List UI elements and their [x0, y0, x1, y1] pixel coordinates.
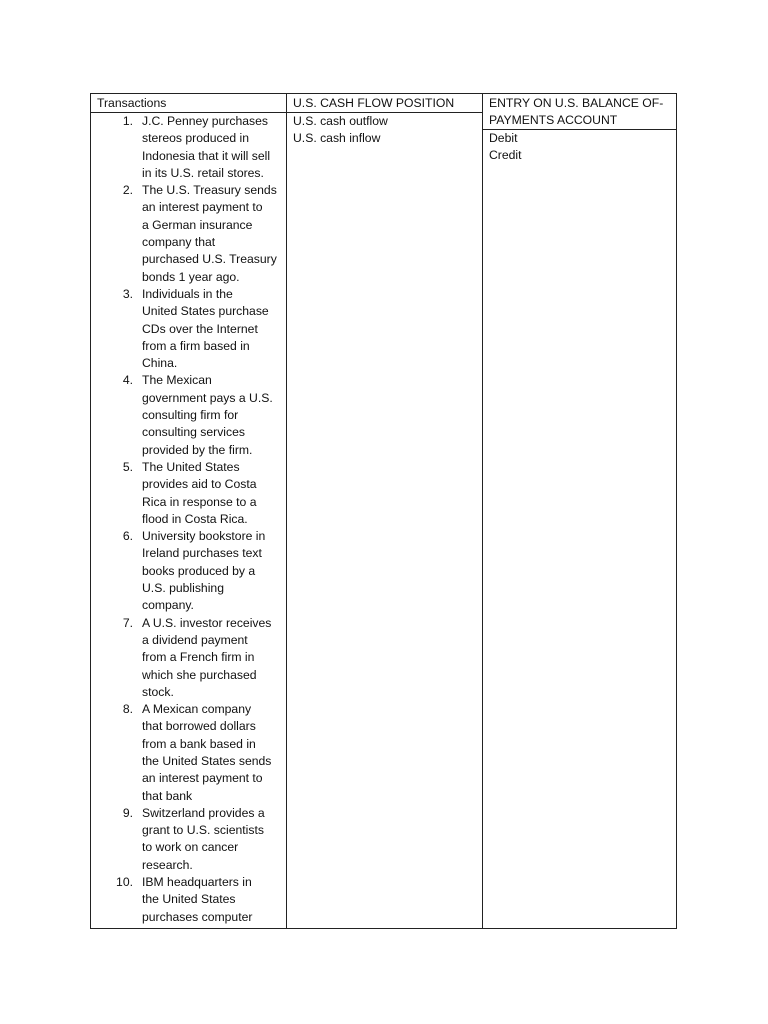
transaction-text-line: Switzerland provides a: [142, 805, 265, 820]
transaction-text-line: IBM headquarters in: [142, 875, 252, 890]
transaction-text-line: A U.S. investor receives: [142, 615, 272, 630]
transaction-text-line: Indonesia that it will sell: [142, 148, 271, 163]
transaction-number: 3.: [122, 286, 133, 301]
transaction-number: 2.: [122, 183, 133, 198]
transaction-text-line: U.S. publishing: [142, 581, 224, 596]
transaction-text-line: grant to U.S. scientists: [142, 823, 264, 838]
transaction-text-line: consulting firm for: [142, 408, 239, 423]
transaction-text-line: purchases computer: [142, 909, 253, 924]
transaction-text-line: company that: [142, 235, 216, 250]
transaction-text-line: stock.: [142, 684, 174, 699]
transaction-item: [91, 182, 286, 286]
transaction-item: [91, 528, 286, 614]
transaction-text: [142, 372, 282, 458]
transaction-text: [142, 701, 282, 805]
transaction-text-line: government pays a U.S.: [142, 390, 273, 405]
transaction-text-line: bonds 1 year ago.: [142, 269, 240, 284]
transaction-text-line: the United States: [142, 892, 236, 907]
transaction-number: 8.: [122, 702, 133, 717]
cash-flow-options: [287, 113, 482, 148]
transaction-item: [91, 459, 286, 528]
transaction-text-line: China.: [142, 356, 178, 371]
transaction-text-line: stereos produced in: [142, 131, 250, 146]
cash-flow-column: [287, 94, 483, 928]
transaction-text-line: the United States sends: [142, 753, 272, 768]
transaction-text-line: CDs over the Internet: [142, 321, 258, 336]
transaction-text-line: a dividend payment: [142, 632, 248, 647]
transaction-text-line: an interest payment to: [142, 771, 263, 786]
transaction-text-line: flood in Costa Rica.: [142, 511, 248, 526]
transaction-text-line: that bank: [142, 788, 193, 803]
transaction-text-line: Rica in response to a: [142, 494, 257, 509]
transaction-text-line: books produced by a: [142, 563, 256, 578]
transaction-text: [142, 113, 282, 182]
transaction-item: [91, 874, 286, 926]
transaction-text-line: Individuals in the: [142, 286, 233, 301]
bop-entry-header: ENTRY ON U.S. BALANCE OF-PAYMENTS ACCOUNT: [483, 94, 676, 130]
transaction-number: 6.: [122, 529, 133, 544]
transaction-number: 7.: [122, 615, 133, 630]
transaction-text-line: to work on cancer: [142, 840, 239, 855]
transaction-number: 10.: [116, 875, 133, 890]
transaction-text: [142, 286, 282, 372]
transaction-text: [142, 528, 282, 614]
transaction-text-line: J.C. Penney purchases: [142, 114, 269, 128]
transaction-text-line: provides aid to Costa: [142, 477, 257, 492]
transaction-text-line: from a French firm in: [142, 650, 255, 665]
transactions-table: [90, 93, 677, 929]
bop-entry-column: [483, 94, 676, 928]
transaction-text: [142, 182, 282, 286]
transaction-text-line: The United States: [142, 459, 240, 474]
transactions-header: Transactions: [91, 94, 286, 113]
transaction-item: [91, 372, 286, 458]
transaction-text: [142, 615, 282, 701]
transaction-text-line: consulting services: [142, 425, 245, 440]
transaction-text-line: a German insurance: [142, 217, 253, 232]
transaction-text-line: provided by the firm.: [142, 442, 253, 457]
cash-inflow-option: U.S. cash inflow: [293, 131, 381, 146]
transaction-text-line: The Mexican: [142, 373, 212, 388]
transaction-text: [142, 459, 282, 528]
transaction-text: [142, 874, 282, 926]
transactions-list: [91, 113, 286, 926]
transaction-text-line: University bookstore in: [142, 529, 266, 544]
transaction-text-line: an interest payment to: [142, 200, 263, 215]
transaction-text-line: United States purchase: [142, 304, 269, 319]
transaction-number: 5.: [122, 459, 133, 474]
transaction-text-line: Ireland purchases text: [142, 546, 262, 561]
transaction-text-line: from a bank based in: [142, 736, 256, 751]
transaction-text-line: research.: [142, 857, 193, 872]
credit-option: Credit: [489, 148, 522, 163]
debit-option: Debit: [489, 131, 518, 145]
transaction-number: 4.: [122, 373, 133, 388]
transaction-text-line: in its U.S. retail stores.: [142, 165, 264, 180]
transaction-text-line: which she purchased: [142, 667, 257, 682]
transaction-item: [91, 286, 286, 372]
transaction-text-line: from a firm based in: [142, 338, 250, 353]
transaction-text-line: A Mexican company: [142, 702, 252, 717]
transaction-item: [91, 113, 286, 182]
transaction-item: [91, 805, 286, 874]
transaction-number: 9.: [122, 805, 133, 820]
transaction-text: [142, 805, 282, 874]
cash-flow-header: U.S. CASH FLOW POSITION: [287, 94, 482, 113]
transactions-column: [91, 94, 287, 928]
transaction-text-line: company.: [142, 598, 194, 613]
transaction-text-line: that borrowed dollars: [142, 719, 256, 734]
transaction-number: 1.: [122, 114, 133, 128]
cash-outflow-option: U.S. cash outflow: [293, 114, 388, 128]
transaction-text-line: purchased U.S. Treasury: [142, 252, 277, 267]
transaction-item: [91, 615, 286, 701]
bop-entry-options: [483, 130, 676, 165]
transaction-item: [91, 701, 286, 805]
transaction-text-line: The U.S. Treasury sends: [142, 183, 277, 198]
